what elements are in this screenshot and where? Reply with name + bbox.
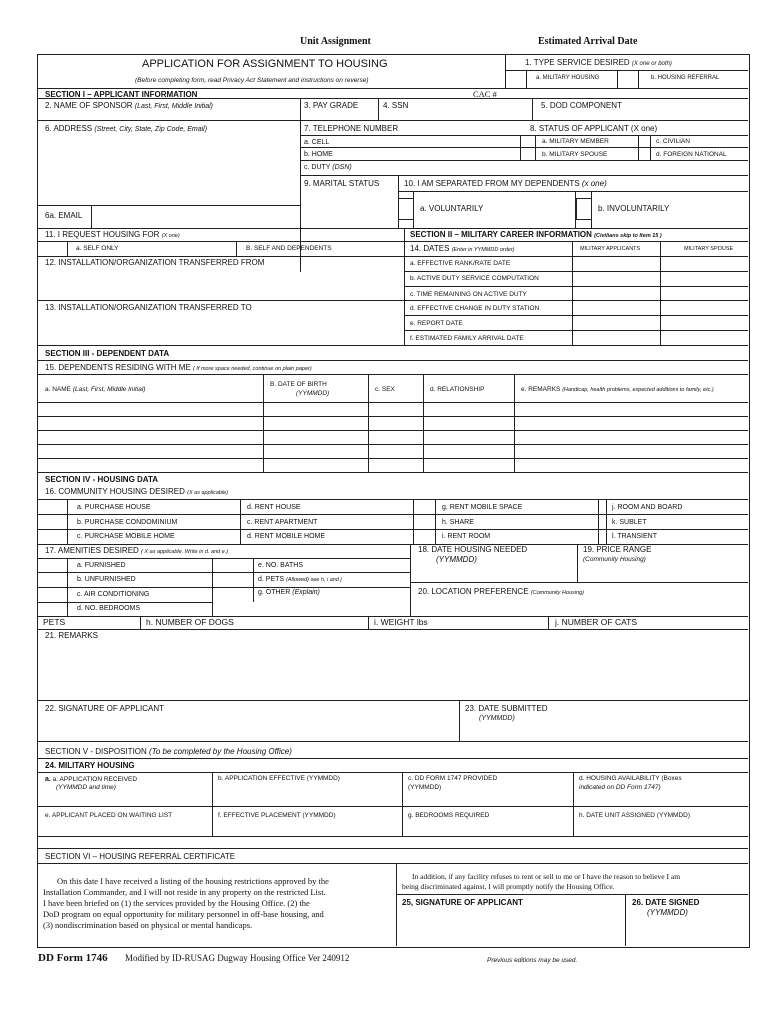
dependent-row[interactable] bbox=[38, 431, 747, 443]
email-label: 6a. EMAIL bbox=[45, 211, 83, 220]
room-board-option: j. ROOM AND BOARD bbox=[612, 504, 683, 511]
sublet-option: k. SUBLET bbox=[612, 519, 647, 526]
community-checkbox[interactable] bbox=[38, 515, 66, 528]
voluntarily-checkbox[interactable] bbox=[398, 198, 414, 220]
housing-availability-note: indicated on DD Form 1747) bbox=[579, 784, 661, 791]
dates-label: 14. DATES (Enter in YYMMDD order) bbox=[410, 244, 515, 253]
signature-label: 22. SIGNATURE OF APPLICANT bbox=[45, 704, 164, 713]
type-service-label: 1. TYPE SERVICE DESIRED (X one or both) bbox=[525, 58, 672, 67]
separated-label: 10. I AM SEPARATED FROM MY DEPENDENTS (x one) bbox=[404, 179, 607, 188]
col-birth-note: (YYMMDD) bbox=[296, 390, 330, 397]
rent-room-option: i. RENT ROOM bbox=[442, 533, 491, 540]
address-label: 6. ADDRESS (Street, City, State, Zip Code, Email) bbox=[45, 124, 208, 133]
date-item-d: d. EFFECTIVE CHANGE IN DUTY STATION bbox=[410, 305, 540, 312]
date-needed-note: (YYMMDD) bbox=[436, 555, 477, 564]
foreign-national-checkbox[interactable] bbox=[639, 148, 649, 159]
date-submitted-label: 23. DATE SUBMITTED bbox=[465, 704, 548, 713]
community-checkbox[interactable] bbox=[38, 500, 66, 513]
military-spouse-option: b. MILITARY SPOUSE bbox=[542, 151, 608, 158]
date-signed-label: 26. DATE SIGNED bbox=[632, 898, 700, 907]
community-checkbox[interactable] bbox=[38, 530, 66, 543]
date-item-a: a. EFFECTIVE RANK/RATE DATE bbox=[410, 260, 511, 267]
ssn-label: 4. SSN bbox=[383, 101, 409, 110]
sponsor-name-label: 2. NAME OF SPONSOR (Last, First, Middle Initial) bbox=[45, 101, 213, 110]
housing-availability-label: d. HOUSING AVAILABILITY (Boxes bbox=[579, 775, 682, 782]
marital-status-label: 9. MARITAL STATUS bbox=[304, 179, 380, 188]
civilian-option: c. CIVILIAN bbox=[656, 138, 690, 145]
amenity-checkbox[interactable] bbox=[38, 559, 66, 571]
date-item-b: b. ACTIVE DUTY SERVICE COMPUTATION bbox=[410, 275, 539, 282]
telephone-label: 7. TELEPHONE NUMBER bbox=[304, 124, 399, 133]
section-3-heading: SECTION III - DEPENDENT DATA bbox=[45, 349, 170, 358]
military-member-option: a. MILITARY MEMBER bbox=[542, 138, 609, 145]
self-dependents-option: B. SELF AND DEPENDENTS bbox=[246, 245, 332, 252]
pay-grade-label: 3. PAY GRADE bbox=[304, 101, 359, 110]
rent-mobile-space-option: g. RENT MOBILE SPACE bbox=[442, 504, 523, 511]
date-signed-note: (YYMMDD) bbox=[647, 908, 688, 917]
involuntarily-checkbox[interactable] bbox=[576, 198, 592, 220]
section-4-heading: SECTION IV - HOUSING DATA bbox=[45, 475, 159, 484]
military-applicants-col: MILITARY APPLICANTS bbox=[580, 246, 641, 252]
rent-mobile-home-option: d. RENT MOBILE HOME bbox=[247, 533, 326, 540]
unfurnished-option: b. UNFURNISHED bbox=[77, 576, 136, 583]
col-birth: B. DATE OF BIRTH bbox=[270, 381, 327, 388]
other-option: g. OTHER (Explain) bbox=[258, 589, 320, 596]
form-number: DD Form 1746 bbox=[38, 952, 108, 964]
dd1747-note: (YYMMDD) bbox=[408, 784, 442, 791]
military-spouse-col: MILITARY SPOUSE bbox=[684, 246, 734, 252]
col-name: a. NAME (Last, First, Middle Initial) bbox=[45, 386, 146, 393]
foreign-national-option: d. FOREIGN NATIONAL bbox=[656, 151, 727, 158]
applicant-signature-label: 25, SIGNATURE OF APPLICANT bbox=[402, 898, 523, 907]
purchase-condo-option: b. PURCHASE CONDOMINIUM bbox=[77, 519, 178, 526]
section-6-heading: SECTION VI – HOUSING REFERRAL CERTIFICATE bbox=[45, 852, 236, 861]
dependent-row[interactable] bbox=[38, 403, 747, 415]
col-sex: c. SEX bbox=[375, 386, 395, 393]
form-title: APPLICATION FOR ASSIGNMENT TO HOUSING bbox=[142, 58, 388, 70]
section-5-heading: SECTION V - DISPOSITION (To be completed by the Housing Office) bbox=[45, 747, 292, 756]
military-housing-option: a. MILITARY HOUSING bbox=[536, 75, 600, 81]
remarks-field[interactable] bbox=[38, 642, 747, 699]
col-relationship: d. RELATIONSHIP bbox=[430, 386, 485, 393]
cac-label: CAC # bbox=[473, 89, 497, 99]
pets-option: d. PETS (Allowed) see h, i and j bbox=[258, 576, 342, 583]
housing-referral-option: b. HOUSING REFERRAL bbox=[651, 75, 720, 81]
cell-label: a. CELL bbox=[304, 139, 330, 146]
dependent-row[interactable] bbox=[38, 417, 747, 429]
furnished-option: a. FURNISHED bbox=[77, 562, 126, 569]
military-member-checkbox[interactable] bbox=[521, 136, 534, 146]
estimated-arrival-label: Estimated Arrival Date bbox=[538, 36, 638, 47]
date-item-c: c. TIME REMAINING ON ACTIVE DUTY bbox=[410, 291, 527, 298]
military-spouse-checkbox[interactable] bbox=[521, 148, 534, 159]
request-housing-label: 11. I REQUEST HOUSING FOR (X one) bbox=[45, 230, 180, 239]
military-housing-label: 24. MILITARY HOUSING bbox=[45, 761, 135, 770]
date-needed-label: 18. DATE HOUSING NEEDED bbox=[418, 545, 528, 554]
location-pref-label: 20. LOCATION PREFERENCE (Community Housing) bbox=[418, 587, 584, 596]
dependent-row[interactable] bbox=[38, 459, 747, 471]
amenity-checkbox[interactable] bbox=[38, 588, 66, 601]
price-range-note: (Community Housing) bbox=[583, 556, 646, 563]
date-item-f: f. ESTIMATED FAMILY ARRIVAL DATE bbox=[410, 335, 524, 342]
section-1-heading: SECTION I – APPLICANT INFORMATION bbox=[45, 90, 198, 99]
bedrooms-required-label: g. BEDROOMS REQUIRED bbox=[408, 812, 490, 819]
transferred-to-label: 13. INSTALLATION/ORGANIZATION TRANSFERRED TO bbox=[45, 303, 252, 312]
dd1747-label: c. DD FORM 1747 PROVIDED bbox=[408, 775, 498, 782]
duty-label: c. DUTY (DSN) bbox=[304, 164, 352, 171]
num-cats-label: j. NUMBER OF CATS bbox=[555, 617, 638, 627]
date-item-e: e. REPORT DATE bbox=[410, 320, 463, 327]
price-range-label: 19. PRICE RANGE bbox=[583, 545, 652, 554]
status-applicant-label: 8. STATUS OF APPLICANT (X one) bbox=[530, 124, 658, 133]
app-effective-label: b. APPLICATION EFFECTIVE (YYMMDD) bbox=[218, 775, 340, 782]
col-remarks: e. REMARKS (Handicap, health problems, expected additions to family, etc.) bbox=[521, 386, 714, 393]
transient-option: l. TRANSIENT bbox=[612, 533, 657, 540]
form-instruction: (Before completing form, read Privacy Act Statement and instructions on reverse) bbox=[135, 77, 369, 84]
self-only-checkbox[interactable] bbox=[38, 242, 66, 255]
app-received-label: a. a. APPLICATION RECEIVED bbox=[45, 776, 138, 783]
addition-text: In addition, if any facility refuses to rent or sell to me or I have the reason to believe I am being discriminated against, I will promptly notify the Housing Office. bbox=[402, 872, 681, 891]
waiting-list-label: e. APPLICANT PLACED ON WAITING LIST bbox=[45, 812, 173, 819]
unit-assignment-label: Unit Assignment bbox=[300, 36, 371, 47]
share-option: h. SHARE bbox=[442, 519, 474, 526]
date-unit-assigned-label: h. DATE UNIT ASSIGNED (YYMMDD) bbox=[579, 812, 690, 819]
previous-editions-note: Previous editions may be used. bbox=[487, 957, 578, 964]
transferred-from-label: 12. INSTALLATION/ORGANIZATION TRANSFERRED FROM bbox=[45, 258, 265, 267]
weight-label: i. WEIGHT lbs bbox=[374, 617, 428, 627]
community-housing-label: 16. COMMUNITY HOUSING DESIRED (X as applicable) bbox=[45, 487, 229, 496]
civilian-checkbox[interactable] bbox=[639, 136, 649, 146]
military-housing-checkbox[interactable] bbox=[506, 72, 524, 86]
date-submitted-note: (YYMMDD) bbox=[479, 715, 515, 722]
self-only-option: a. SELF ONLY bbox=[76, 245, 119, 252]
num-dogs-label: h. NUMBER OF DOGS bbox=[146, 617, 234, 627]
dod-component-label: 5. DOD COMPONENT bbox=[541, 101, 622, 110]
pets-label: PETS bbox=[43, 617, 66, 627]
housing-referral-checkbox[interactable] bbox=[619, 72, 636, 86]
app-received-note: (YYMMDD and time) bbox=[56, 784, 116, 791]
amenity-checkbox[interactable] bbox=[38, 573, 66, 586]
home-label: b. HOME bbox=[304, 151, 333, 158]
air-conditioning-option: c. AIR CONDITIONING bbox=[77, 591, 150, 598]
effective-placement-label: f. EFFECTIVE PLACEMENT (YYMMDD) bbox=[218, 812, 336, 819]
section-2-heading: SECTION II – MILITARY CAREER INFORMATION (Civilians skip to Item 15 ) bbox=[410, 230, 662, 239]
bedrooms-option: d. NO. BEDROOMS bbox=[77, 605, 141, 612]
certificate-text: On this date I have received a listing of the housing restrictions approved by the Installation Commander, and I will not reside in any property on the restricted List. I have been briefed on (1) the services provided by the Housing Office. (2) the DoD program on equal opportunity for military personnel in off-base housing, and (3) nondiscrimination based on physical or mental handicaps. bbox=[43, 876, 329, 930]
voluntarily-option: a. VOLUNTARILY bbox=[420, 204, 484, 213]
form-modified-note: Modified by ID-RUSAG Dugway Housing Office Ver 240912 bbox=[125, 953, 350, 963]
purchase-house-option: a. PURCHASE HOUSE bbox=[77, 504, 151, 511]
baths-option: e. NO. BATHS bbox=[258, 562, 303, 569]
rent-apartment-option: c. RENT APARTMENT bbox=[247, 519, 318, 526]
involuntarily-option: b. INVOLUNTARILY bbox=[598, 204, 670, 213]
amenities-label: 17. AMENITIES DESIRED ( X as applicable. Write in d. and e.) bbox=[45, 546, 229, 555]
remarks-label: 21. REMARKS bbox=[45, 631, 98, 640]
purchase-mobile-option: c. PURCHASE MOBILE HOME bbox=[77, 533, 175, 540]
dependent-row[interactable] bbox=[38, 445, 747, 457]
dependents-label: 15. DEPENDENTS RESIDING WITH ME ( If more space needed, continue on plain paper) bbox=[45, 363, 312, 372]
rent-house-option: d. RENT HOUSE bbox=[247, 504, 301, 511]
